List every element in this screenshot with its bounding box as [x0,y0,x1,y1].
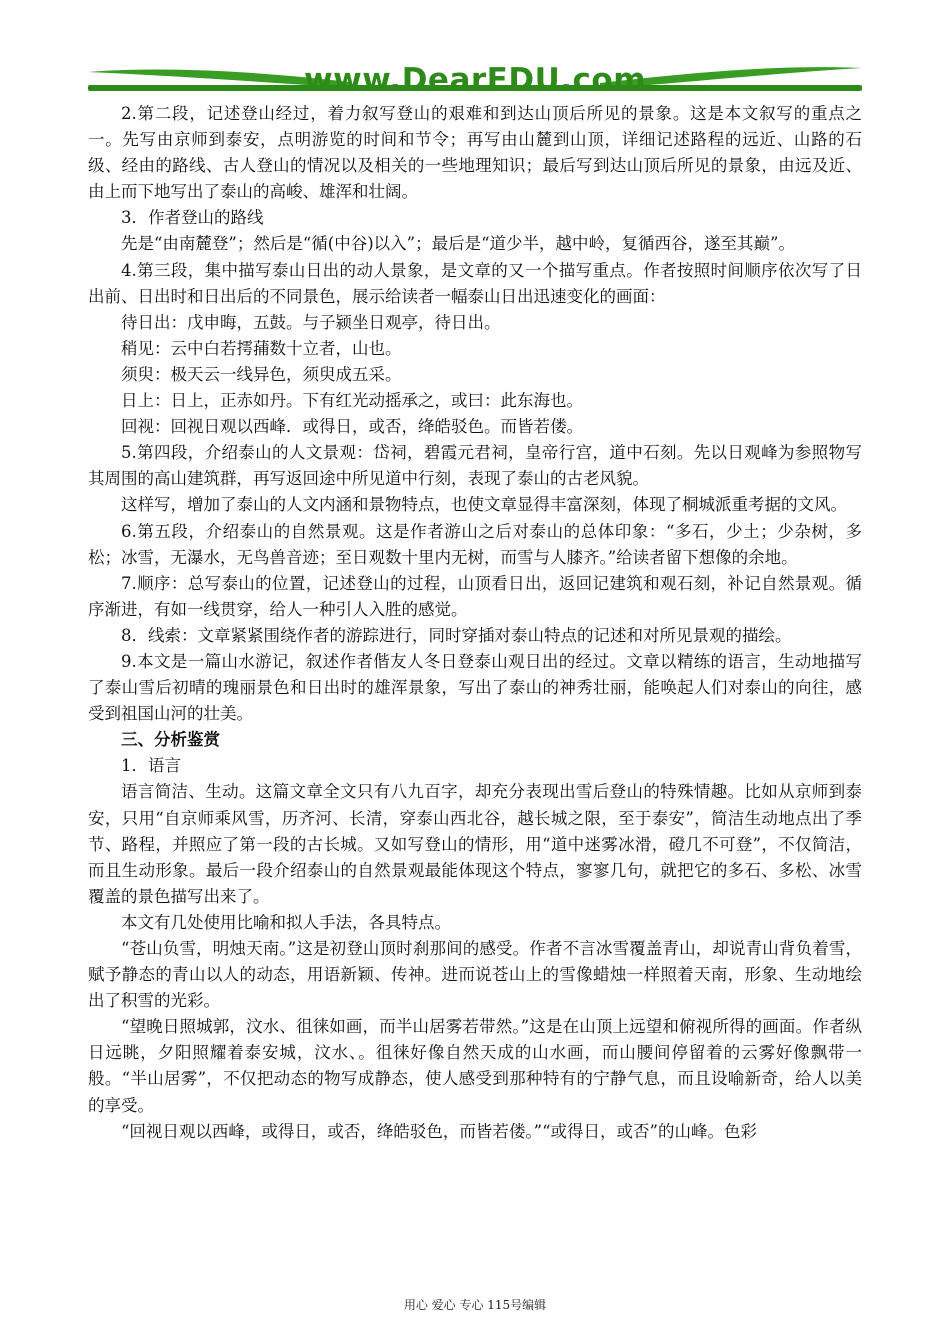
paragraph: 本文有几处使用比喻和拟人手法，各具特点。 [121,912,451,932]
paragraph: 2.第二段，记述登山经过，着力叙写登山的艰难和到达山顶后所见的景象。这是本文叙写的重点之一。先写由京师到泰安，点明游览的时间和节令；再写由山麓到山顶，详细记述路程的远近、山路的石级、经由的路线、古人登山的情况以及相关的一些地理知识；最后写到达山顶后所见的景象，由远及近、由上而下地写出了泰山的高峻、雄浑和壮阔。 [88,104,862,202]
paragraph: 9.本文是一篇山水游记，叙述作者偕友人冬日登泰山观日出的经过。文章以精练的语言，生动地描写了泰山雪后初晴的瑰丽景色和日出时的雄浑景象，写出了泰山的神秀壮丽，能唤起人们对泰山的向往，感受到祖国山河的壮美。 [88,651,862,724]
paragraph: 先是“由南麓登”；然后是“循(中谷)以入”；最后是“道少半，越中岭，复循西谷，遂至其巅”。 [121,234,795,254]
page-header [88,52,862,102]
paragraph: 稍见：云中白若摴蒱数十立者，山也。 [121,338,402,358]
paragraph: 日上：日上，正赤如丹。下有红光动摇承之，或曰：此东海也。 [121,391,583,411]
paragraph: 待日出：戊申晦，五鼓。与子颍坐日观亭，待日出。 [121,312,501,332]
paragraph: 5.第四段，介绍泰山的人文景观：岱祠，碧霞元君祠，皇帝行宫，道中石刻。先以日观峰为参照物写其周围的高山建筑群，再写返回途中所见道中行刻，表现了泰山的古老风貌。 [88,443,862,489]
paragraph: “苍山负雪，明烛天南。”这是初登山顶时刹那间的感受。作者不言冰雪覆盖青山，却说青山背负着雪，赋予静态的青山以人的动态，用语新颖、传神。进而说苍山上的雪像蜡烛一样照着天南，形象、生动地绘出了积雪的光彩。 [88,939,862,1011]
document-body [88,101,862,1145]
paragraph: 须臾：极天云一线异色，须臾成五采。 [121,364,402,384]
paragraph: 回视：回视日观以西峰．或得日，或否，绛皓驳色。而皆若偻。 [121,417,583,437]
paragraph: 8．线索：文章紧紧围绕作者的游踪进行，同时穿插对泰山特点的记述和对所见景观的描绘。 [121,625,792,645]
paragraph: 这样写，增加了泰山的人文内涵和景物特点，也使文章显得丰富深刻，体现了桐城派重考据的文风。 [121,495,847,515]
paragraph: 1．语言 [121,756,181,776]
paragraph: 7.顺序：总写泰山的位置，记述登山的过程，山顶看日出，返回记建筑和观石刻，补记自然景观。循序渐进，有如一线贯穿，给人一种引人入胜的感觉。 [88,573,862,619]
paragraph: 4.第三段，集中描写泰山日出的动人景象，是文章的又一个描写重点。作者按照时间顺序依次写了日出前、日出时和日出后的不同景色，展示给读者一幅泰山日出迅速变化的画面： [88,260,862,306]
page-footer: 用心 爱心 专心 115号编辑 [403,1298,547,1312]
paragraph: 6.第五段，介绍泰山的自然景观。这是作者游山之后对泰山的总体印象：“多石，少土；少杂树，多松；冰雪，无瀑水，无鸟兽音迹；至日观数十里内无树，而雪与人膝齐。”给读者留下想像的余地。 [88,521,862,567]
paragraph: “望晚日照城郭，汶水、徂徕如画，而半山居雾若带然。”这是在山顶上远望和俯视所得的画面。作者纵日远眺，夕阳照耀着泰安城，汶水、。徂徕好像自然天成的山水画，而山腰间停留着的云雾好像飘带一般。“半山居雾”，不仅把动态的物写成静态，使人感受到那种特有的宁静气息，而且设喻新奇，给人以美的享受。 [88,1017,862,1115]
section-heading: 三、分析鉴赏 [121,730,220,750]
site-logo: www.DearEDU.com [303,62,646,98]
paragraph: 语言简洁、生动。这篇文章全文只有八九百字，却充分表现出雪后登山的特殊情趣。比如从京师到泰安，只用“自京师乘风雪，历齐河、长清，穿泰山西北谷，越长城之限，至于泰安”，简洁生动地点出了季节、路程，并照应了第一段的古长城。又如写登山的情形，用“道中迷雾冰滑，磴几不可登”，不仅简洁，而且生动形象。最后一段介绍泰山的自然景观最能体现这个特点，寥寥几句，就把它的多石、多松、冰雪覆盖的景色描写出来了。 [88,782,862,906]
paragraph: “回视日观以西峰，或得日，或否，绛皓驳色，而皆若偻。”“或得日，或否”的山峰。色彩 [121,1121,757,1141]
paragraph: 3．作者登山的路线 [121,208,264,228]
